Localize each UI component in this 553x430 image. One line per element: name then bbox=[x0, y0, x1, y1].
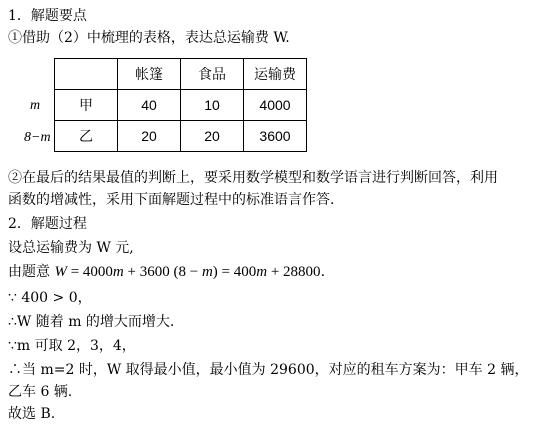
var-w: W bbox=[54, 264, 67, 280]
solution-line-7: 乙车 6 辆. bbox=[8, 384, 73, 400]
table-cell: 4000 bbox=[244, 90, 307, 121]
table-header-row bbox=[55, 59, 307, 90]
row-label-8-minus-m: 8−m bbox=[24, 130, 51, 145]
formula-suffix: . bbox=[320, 264, 326, 280]
table-cell: 20 bbox=[181, 121, 244, 152]
cost-formula bbox=[54, 264, 320, 280]
formula-prefix: 由题意 bbox=[8, 264, 50, 280]
solution-line-8: 故选 B. bbox=[8, 406, 56, 422]
table-row bbox=[55, 121, 307, 152]
var-m: m bbox=[201, 264, 213, 280]
solution-line-2 bbox=[8, 262, 325, 282]
table-cell: 3600 bbox=[244, 121, 307, 152]
table-row bbox=[55, 90, 307, 121]
point-2-line-2: 函数的增减性，采用下面解题过程中的标准语言作答. bbox=[8, 192, 335, 208]
table-cell: 甲 bbox=[55, 90, 118, 121]
solution-line-5: ∵m 可取 2，3，4， bbox=[8, 338, 136, 354]
var-m: m bbox=[112, 264, 124, 280]
table-header-cell: 帐篷 bbox=[118, 59, 181, 90]
formula-part: + 3600 (8 − bbox=[123, 264, 202, 280]
point-1-text: ①借助（2）中梳理的表格，表达总运输费 W. bbox=[8, 30, 290, 46]
table-header-cell: 食品 bbox=[181, 59, 244, 90]
var-m: m bbox=[256, 264, 268, 280]
row-label-m: m bbox=[30, 98, 41, 113]
transport-table bbox=[54, 58, 307, 152]
formula-part: + 28800 bbox=[267, 264, 321, 280]
table-cell: 乙 bbox=[55, 121, 118, 152]
table-cell: 10 bbox=[181, 90, 244, 121]
formula-part: = 4000 bbox=[66, 264, 113, 280]
section-1-title: 1．解题要点 bbox=[8, 8, 87, 24]
table-header-cell: 运输费 bbox=[244, 59, 307, 90]
section-2-title: 2．解题过程 bbox=[8, 216, 87, 232]
formula-part: ) = 400 bbox=[212, 264, 257, 280]
solution-line-3: ∵ 400 > 0， bbox=[8, 290, 92, 306]
point-2-line-1: ②在最后的结果最值的判断上，要采用数学模型和数学语言进行判断回答，利用 bbox=[8, 170, 498, 186]
table-header-cell bbox=[55, 59, 118, 90]
solution-line-1: 设总运输费为 W 元, bbox=[8, 240, 134, 256]
solution-line-6: ∴当 m=2 时，W 取得最小值，最小值为 29600，对应的租车方案为：甲车 2 辆， bbox=[8, 362, 529, 378]
solution-line-4: ∴W 随着 m 的增大而增大. bbox=[8, 314, 175, 330]
table-cell: 20 bbox=[118, 121, 181, 152]
table-cell: 40 bbox=[118, 90, 181, 121]
